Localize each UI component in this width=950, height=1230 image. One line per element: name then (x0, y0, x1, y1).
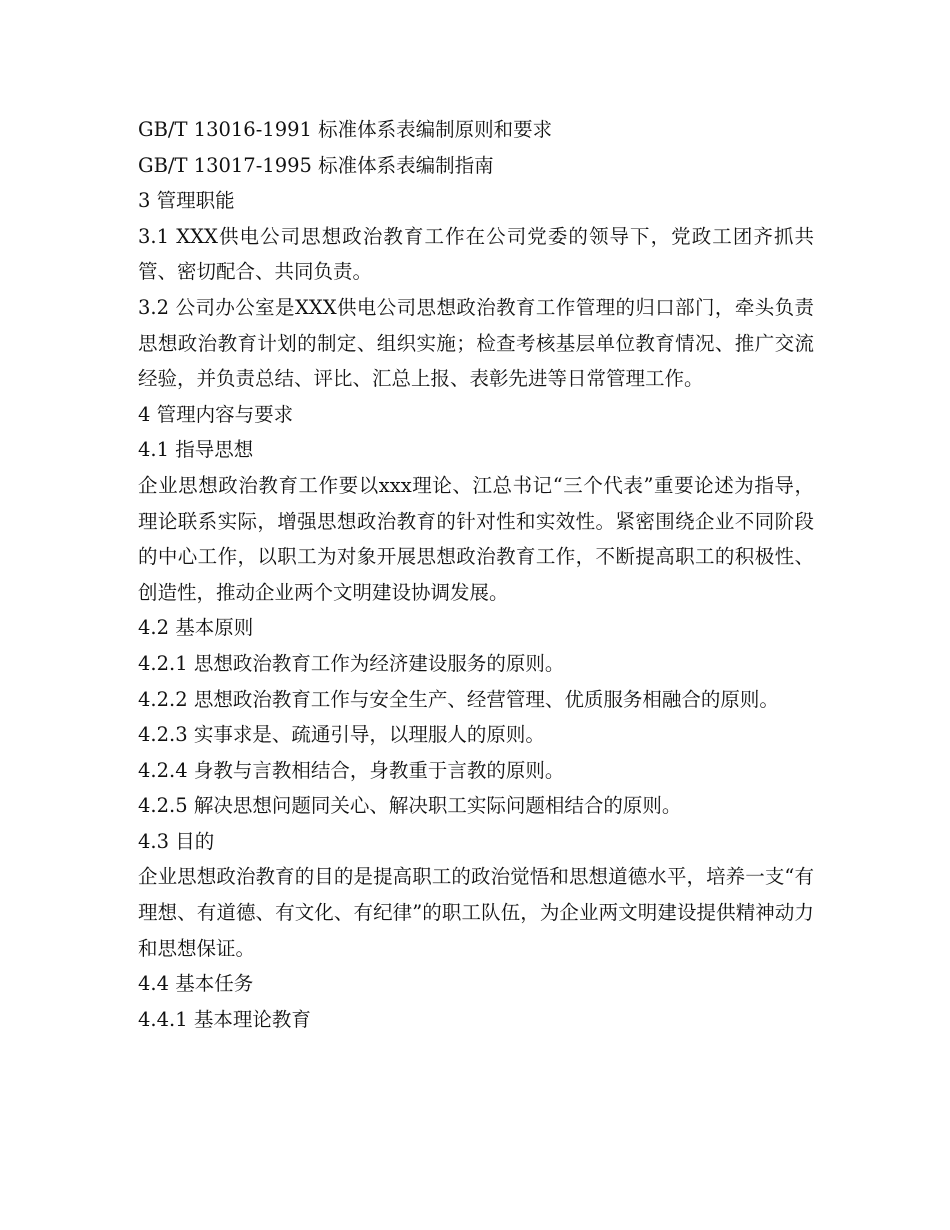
document-page (138, 112, 814, 1037)
standard-ref-2: GB/T 13017-1995 标准体系表编制指南 (138, 153, 494, 177)
section-4-1-paragraph: 企业思想政治教育工作要以xxx理论、江总书记“三个代表”重要论述为指导，理论联系实际，增强思想政治教育的针对性和实效性。紧密围绕企业不同阶段的中心工作，以职工为对象开展思想政治教育工作，不断提高职工的积极性、创造性，推动企业两个文明建设协调发展。 (138, 473, 814, 604)
clause-3-2: 3.2 公司办公室是XXX供电公司思想政治教育工作管理的归口部门，牵头负责思想政治教育计划的制定、组织实施；检查考核基层单位教育情况、推广交流经验，并负责总结、评比、汇总上报、表彰先进等日常管理工作。 (138, 295, 814, 391)
section-4-3-heading: 4.3 目的 (138, 829, 215, 853)
clause-4-2-1: 4.2.1 思想政治教育工作为经济建设服务的原则。 (138, 651, 565, 675)
section-4-heading: 4 管理内容与要求 (138, 402, 294, 426)
section-3-heading: 3 管理职能 (138, 189, 235, 213)
clause-4-2-5: 4.2.5 解决思想问题同关心、解决职工实际问题相结合的原则。 (138, 794, 682, 818)
section-4-4-heading: 4.4 基本任务 (138, 972, 254, 996)
section-4-2-heading: 4.2 基本原则 (138, 616, 254, 640)
clause-3-1: 3.1 XXX供电公司思想政治教育工作在公司党委的领导下，党政工团齐抓共管、密切配合、共同负责。 (138, 224, 814, 284)
clause-4-2-2: 4.2.2 思想政治教育工作与安全生产、经营管理、优质服务相融合的原则。 (138, 687, 779, 711)
section-4-3-paragraph: 企业思想政治教育的目的是提高职工的政治觉悟和思想道德水平，培养一支“有理想、有道德、有文化、有纪律”的职工队伍，为企业两文明建设提供精神动力和思想保证。 (138, 865, 814, 960)
clause-4-2-3: 4.2.3 实事求是、疏通引导，以理服人的原则。 (138, 723, 545, 747)
section-4-1-heading: 4.1 指导思想 (138, 438, 254, 462)
clause-4-2-4: 4.2.4 身教与言教相结合，身教重于言教的原则。 (138, 758, 565, 782)
standard-ref-1: GB/T 13016-1991 标准体系表编制原则和要求 (138, 118, 553, 141)
clause-4-4-1: 4.4.1 基本理论教育 (138, 1007, 311, 1031)
